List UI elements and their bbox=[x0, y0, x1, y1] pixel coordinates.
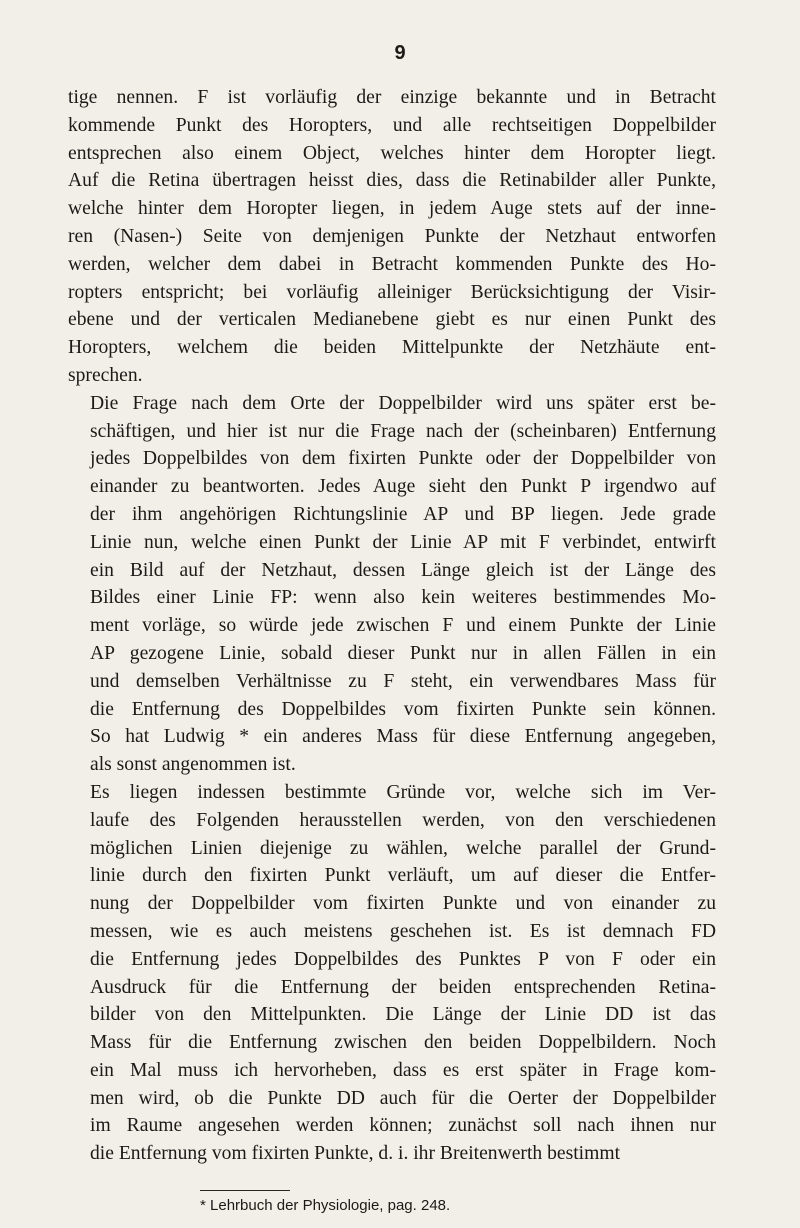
paragraph bbox=[68, 390, 716, 779]
text-line: möglichen Linien diejenige zu wählen, welche parallel der Grund- bbox=[90, 837, 716, 859]
text-line: linie durch den fixirten Punkt verläuft, um auf dieser die Entfer- bbox=[90, 865, 716, 887]
text-line: der ihm angehörigen Richtungslinie AP und BP liegen. Jede grade bbox=[90, 503, 716, 525]
text-line: ein Mal muss ich hervorheben, dass es erst später in Frage kom- bbox=[90, 1059, 716, 1081]
text-line: sprechen. bbox=[68, 364, 143, 386]
text-line: Linie nun, welche einen Punkt der Linie AP mit F verbindet, entwirft bbox=[90, 531, 716, 553]
text-line: messen, wie es auch meistens geschehen ist. Es ist demnach FD bbox=[90, 920, 716, 942]
text-line: Die Frage nach dem Orte der Doppelbilder wird uns später erst be- bbox=[90, 392, 716, 414]
text-line: ebene und der verticalen Medianebene giebt es nur einen Punkt des bbox=[68, 309, 716, 331]
paragraph bbox=[68, 779, 716, 1168]
text-line: men wird, ob die Punkte DD auch für die Oerter der Doppelbilder bbox=[90, 1087, 716, 1109]
text-line: Ausdruck für die Entfernung der beiden entsprechenden Retina- bbox=[90, 976, 716, 998]
text-line: die Entfernung des Doppelbildes vom fixirten Punkte sein können. bbox=[90, 698, 716, 720]
text-line: welche hinter dem Horopter liegen, in jedem Auge stets auf der inne- bbox=[68, 198, 716, 220]
footnote: * Lehrbuch der Physiologie, pag. 248. bbox=[200, 1197, 451, 1214]
text-line: die Entfernung jedes Doppelbildes des Punktes P von F oder ein bbox=[90, 948, 716, 970]
text-line: kommende Punkt des Horopters, und alle rechtseitigen Doppelbilder bbox=[68, 114, 716, 136]
body-text bbox=[68, 84, 716, 1168]
text-line: Auf die Retina übertragen heisst dies, dass die Retinabilder aller Punkte, bbox=[68, 170, 716, 192]
text-line: schäftigen, und hier ist nur die Frage nach der (scheinbaren) Entfernung bbox=[90, 420, 716, 442]
text-line: ropters entspricht; bei vorläufig alleiniger Berücksichtigung der Visir- bbox=[68, 281, 716, 303]
text-line: So hat Ludwig * ein anderes Mass für diese Entfernung angegeben, bbox=[90, 726, 716, 748]
text-line: Horopters, welchem die beiden Mittelpunkte der Netzhäute ent- bbox=[68, 337, 716, 359]
text-line: ein Bild auf der Netzhaut, dessen Länge gleich ist der Länge des bbox=[90, 559, 716, 581]
text-line: entsprechen also einem Object, welches hinter dem Horopter liegt. bbox=[68, 142, 716, 164]
text-line: AP gezogene Linie, sobald dieser Punkt nur in allen Fällen in ein bbox=[90, 642, 716, 664]
text-line: laufe des Folgenden herausstellen werden, von den verschiedenen bbox=[90, 809, 716, 831]
text-line: tige nennen. F ist vorläufig der einzige bekannte und in Betracht bbox=[68, 87, 716, 108]
text-line: nung der Doppelbilder vom fixirten Punkte und von einander zu bbox=[90, 893, 716, 915]
text-line: Bildes einer Linie FP: wenn also kein weiteres bestimmendes Mo- bbox=[90, 587, 716, 609]
text-line: Mass für die Entfernung zwischen den beiden Doppelbildern. Noch bbox=[90, 1032, 716, 1054]
text-line: als sonst angenommen ist. bbox=[90, 754, 296, 776]
footnote-divider bbox=[200, 1190, 290, 1191]
text-line: jedes Doppelbildes von dem fixirten Punkte oder der Doppelbilder von bbox=[90, 448, 716, 470]
text-line: ren (Nasen-) Seite von demjenigen Punkte der Netzhaut entworfen bbox=[68, 225, 716, 247]
paragraph bbox=[68, 84, 716, 390]
text-line: einander zu beantworten. Jedes Auge sieht den Punkt P irgendwo auf bbox=[90, 476, 716, 498]
text-line: die Entfernung vom fixirten Punkte, d. i. ihr Breitenwerth bestimmt bbox=[90, 1143, 621, 1165]
text-line: Es liegen indessen bestimmte Gründe vor, welche sich im Ver- bbox=[90, 781, 716, 803]
text-line: im Raume angesehen werden können; zunächst soll nach ihnen nur bbox=[90, 1115, 716, 1137]
text-line: und demselben Verhältnisse zu F steht, ein verwendbares Mass für bbox=[90, 670, 716, 692]
text-line: bilder von den Mittelpunkten. Die Länge der Linie DD ist das bbox=[90, 1004, 716, 1026]
text-line: werden, welcher dem dabei in Betracht kommenden Punkte des Ho- bbox=[68, 253, 716, 275]
text-line: ment vorläge, so würde jede zwischen F und einem Punkte der Linie bbox=[90, 615, 716, 637]
page-number: 9 bbox=[394, 42, 406, 64]
